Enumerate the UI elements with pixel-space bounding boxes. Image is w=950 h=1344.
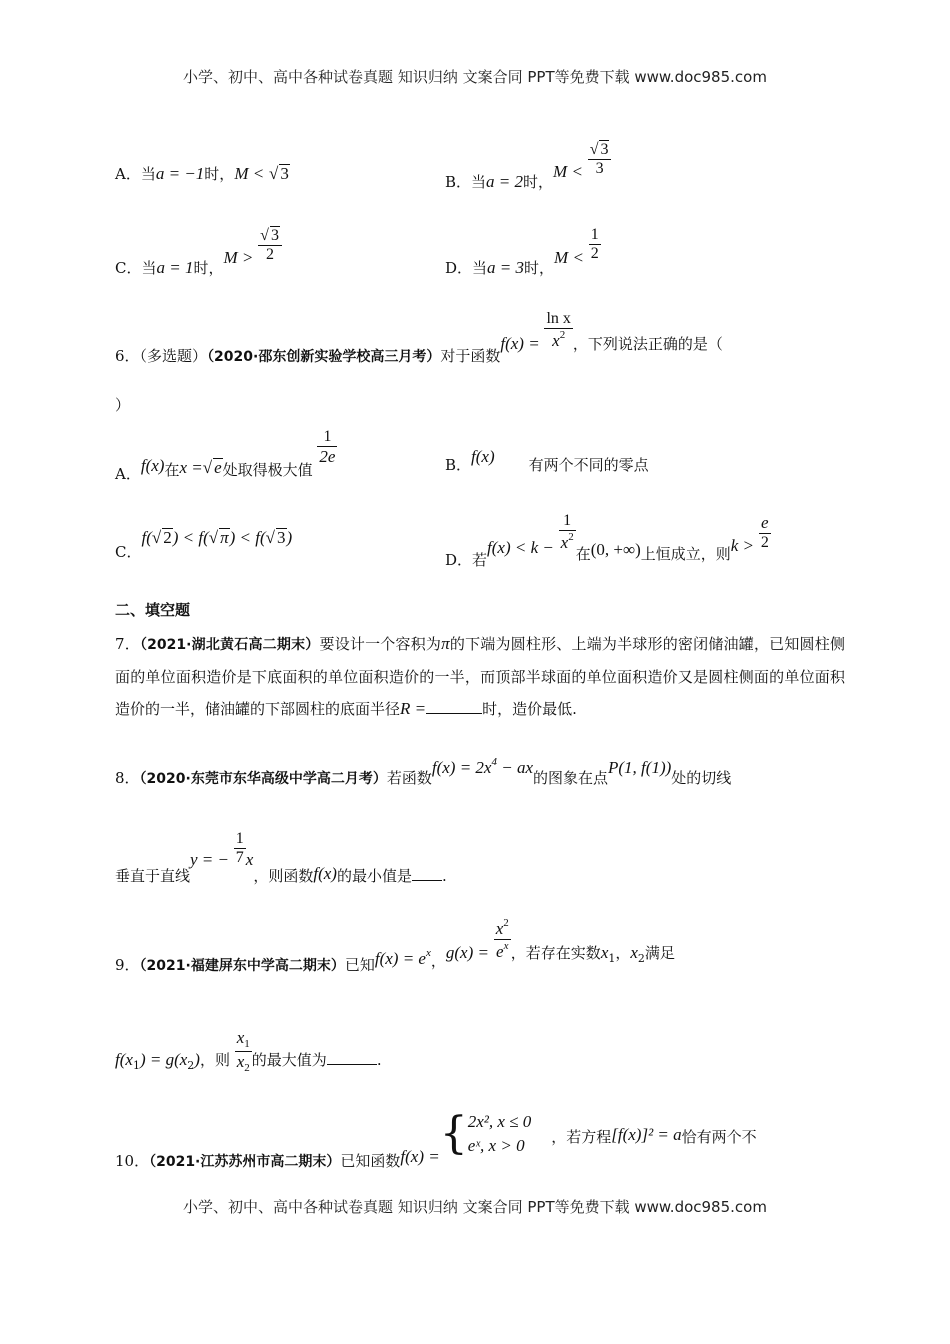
- fraction: $\frac{1}{7}$: [235, 830, 244, 867]
- fraction: $\frac{1}{x^2}$: [560, 512, 574, 553]
- piecewise-cases: 2x², x ≤ 0 eˣ, x > 0: [467, 1112, 532, 1155]
- fraction: $\frac{1}{2e}$: [319, 428, 336, 467]
- q5-option-c: C．当a = 1时，M > $\frac{√ 3}{2}$: [115, 226, 282, 265]
- question-7: 7．（2021·湖北黄石高二期末）要设计一个容积为π的下端为圆柱形、上端为半球形的密闭储油罐，已知圆柱侧面的单位面积造价是下底面积的单位面积造价的一半，而顶部半球面的单位面积造价又是圆柱侧面的单位面积造价的一半，储油罐的下部圆柱的底面半径R = 时，造价最低.: [115, 634, 845, 718]
- question-9-line1: 9．（2021·福建屏东中学高二期末）已知$f(x) = e_x$，g(x) = $\frac{x^2}{e^x}$ ，若存在实数$x_1$，$x_2$满足: [115, 917, 675, 974]
- page-header-banner: 小学、初中、高中各种试卷真题 知识归纳 文案合同 PPT等免费下载 www.doc985.com: [183, 68, 767, 86]
- q5-option-a: A．当a = −1时，M < √ 3: [115, 164, 289, 183]
- answer-blank[interactable]: [327, 1052, 377, 1065]
- fraction: $\frac{x^2}{e^x}$: [495, 917, 509, 962]
- answer-blank[interactable]: [426, 701, 482, 714]
- fraction: $\frac{√ 3}{2}$: [258, 226, 282, 265]
- q6-option-b: B．f(x) 有两个不同的零点: [445, 447, 649, 474]
- answer-blank[interactable]: [412, 868, 442, 881]
- question-6-close-paren: ）: [115, 396, 131, 414]
- question-10: 10．（2021·江苏苏州市高二期末）已知函数f(x) ={ 2x², x ≤ 0 eˣ, x > 0 ，若方程[f(x)]² = a恰有两个不: [115, 1108, 757, 1170]
- question-9-line2: $f(x_1) = g(x_2)$，则 $\frac{x_1}{x_2}$ 的最大值为 .: [115, 1028, 382, 1074]
- question-6: 6．（多选题）（2020·邵东创新实验学校高三月考）对于函数f(x) = $\frac{\text{ln x}}{x^2}$ ，下列说法正确的是（: [115, 310, 723, 365]
- q6-option-a: A．f(x)在x =√ e处取得极大值 $\frac{1}{2e}$: [115, 428, 336, 484]
- section-title: 二、填空题: [115, 601, 191, 619]
- fraction: $\frac{x_1}{x_2}$: [236, 1028, 250, 1074]
- page-footer-banner: 小学、初中、高中各种试卷真题 知识归纳 文案合同 PPT等免费下载 www.doc985.com: [183, 1198, 767, 1216]
- q6-option-d: D．若f(x) < k − $\frac{1}{x^2}$ 在(0, +∞)上恒成立，则k > $\frac{e}{2}$: [445, 512, 769, 569]
- fraction: $\frac{e}{2}$: [760, 513, 769, 551]
- fraction: $\frac{1}{2}$: [590, 226, 599, 263]
- q5-option-b: B．当a = 2时，M < $\frac{√ 3}{3}$: [445, 140, 611, 179]
- q5-option-d: D．当a = 3时，M < $\frac{1}{2}$: [445, 226, 599, 277]
- question-8-line2: 垂直于直线y = − $\frac{1}{7}$ x，则函数f(x)的最小值是 .: [115, 830, 447, 885]
- q6-option-c: C．f(√ 2) < f(√ π) < f(√ 3): [115, 528, 293, 561]
- fraction: $\frac{\text{ln x}}{x^2}$: [546, 310, 571, 351]
- question-8-line1: 8．（2020·东莞市东华高级中学高二月考）若函数$f(x) = 2x^4$ − ax的图象在点P(1, f(1))处的切线: [115, 756, 732, 787]
- fraction: $\frac{√ 3}{3}$: [588, 140, 612, 179]
